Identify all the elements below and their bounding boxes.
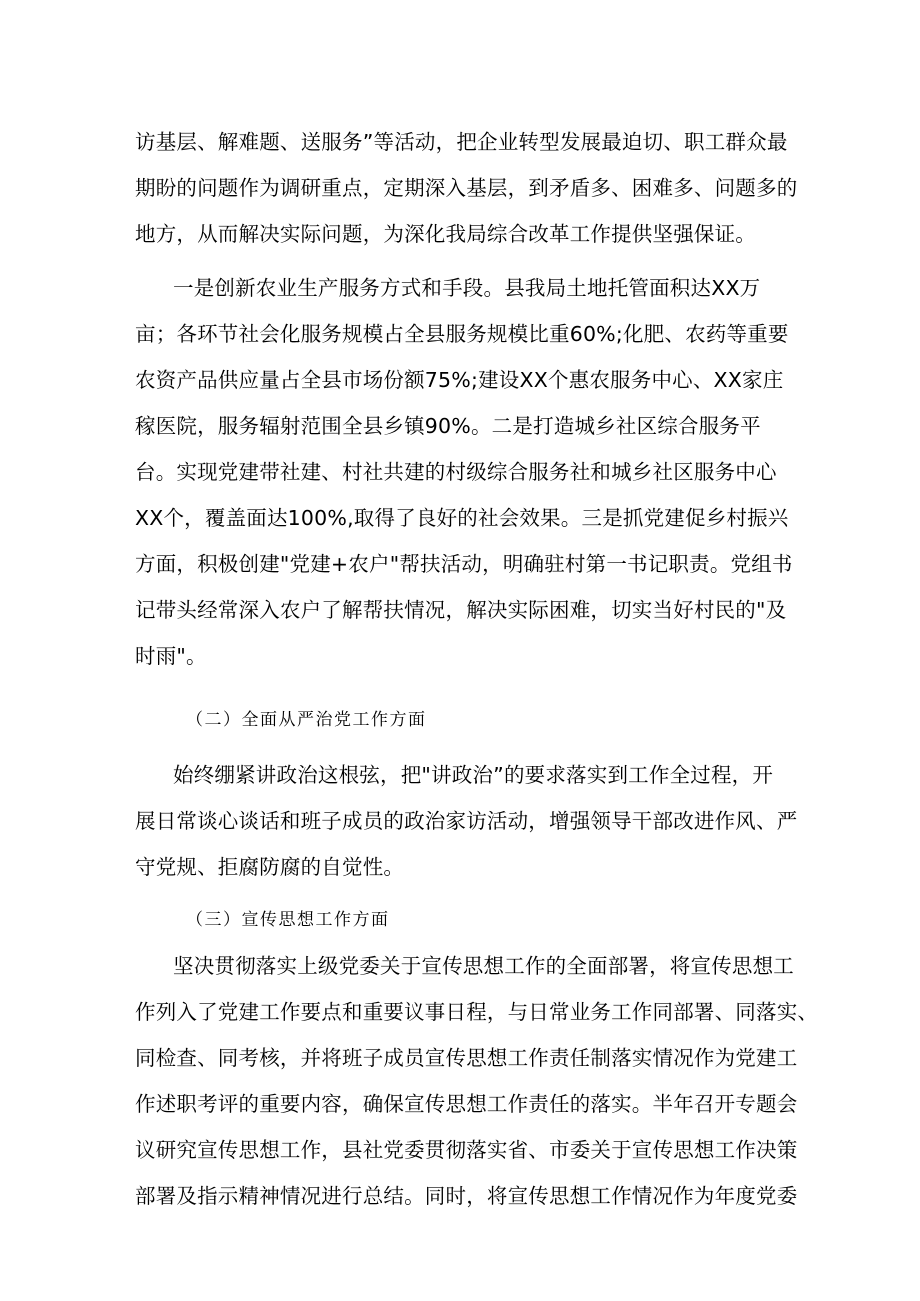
- paragraph-line: 部署及指示精神情况进行总结。同时，将宣传思想工作情况作为年度党委: [135, 1184, 798, 1208]
- section-heading: （三）宣传思想工作方面: [186, 910, 390, 930]
- paragraph-line: 方面，积极创建"党建+农户"帮扶活动，明确驻村第一书记职责。党组书: [135, 552, 793, 576]
- section-heading: （二）全面从严治党工作方面: [186, 710, 427, 730]
- paragraph-line: 展日常谈心谈话和班子成员的政治家访活动，增强领导干部改进作风、严: [135, 809, 798, 833]
- paragraph-line: 同检查、同考核，并将班子成员宣传思想工作责任制落实情况作为党建工: [135, 1046, 798, 1070]
- paragraph-line: 守党规、拒腐防腐的自觉性。: [135, 855, 405, 879]
- paragraph-line: 农资产品供应量占全县市场份额75%;建设XX个惠农服务中心、XX家庄: [135, 368, 784, 392]
- paragraph-line: 台。实现党建带社建、村社共建的村级综合服务社和城乡社区服务中心: [135, 460, 777, 484]
- paragraph-line: XX个，覆盖面达100%,取得了良好的社会效果。三是抓党建促乡村振兴: [135, 506, 789, 530]
- paragraph-line: 坚决贯彻落实上级党委关于宣传思想工作的全面部署，将宣传思想工: [173, 954, 794, 978]
- paragraph-line: 期盼的问题作为调研重点，定期深入基层，到矛盾多、困难多、问题多的: [135, 176, 798, 200]
- paragraph-line: 作列入了党建工作要点和重要议事日程，与日常业务工作同部署、同落实、: [135, 1000, 819, 1024]
- paragraph-line: 记带头经常深入农户了解帮扶情况，解决实际困难，切实当好村民的"及: [135, 598, 787, 622]
- paragraph-line: 稼医院，服务辐射范围全县乡镇90%。二是打造城乡社区综合服务平: [135, 414, 761, 438]
- paragraph-line: 一是创新农业生产服务方式和手段。县我局土地托管面积达XX万: [173, 276, 761, 300]
- paragraph-line: 访基层、解难题、送服务”等活动，把企业转型发展最迫切、职工群众最: [135, 130, 788, 154]
- paragraph-line: 时雨"。: [135, 644, 207, 668]
- paragraph-line: 议研究宣传思想工作，县社党委贯彻落实省、市委关于宣传思想工作决策: [135, 1138, 798, 1162]
- paragraph-line: 作述职考评的重要内容，确保宣传思想工作责任的落实。半年召开专题会: [135, 1092, 798, 1116]
- paragraph-line: 地方，从而解决实际问题，为深化我局综合改革工作提供坚强保证。: [135, 222, 756, 246]
- paragraph-line: 亩；各环节社会化服务规模占全县服务规模比重60%;化肥、农药等重要: [135, 322, 789, 346]
- paragraph-line: 始终绷紧讲政治这根弦，把"讲政治”的要求落实到工作全过程，开: [173, 763, 774, 787]
